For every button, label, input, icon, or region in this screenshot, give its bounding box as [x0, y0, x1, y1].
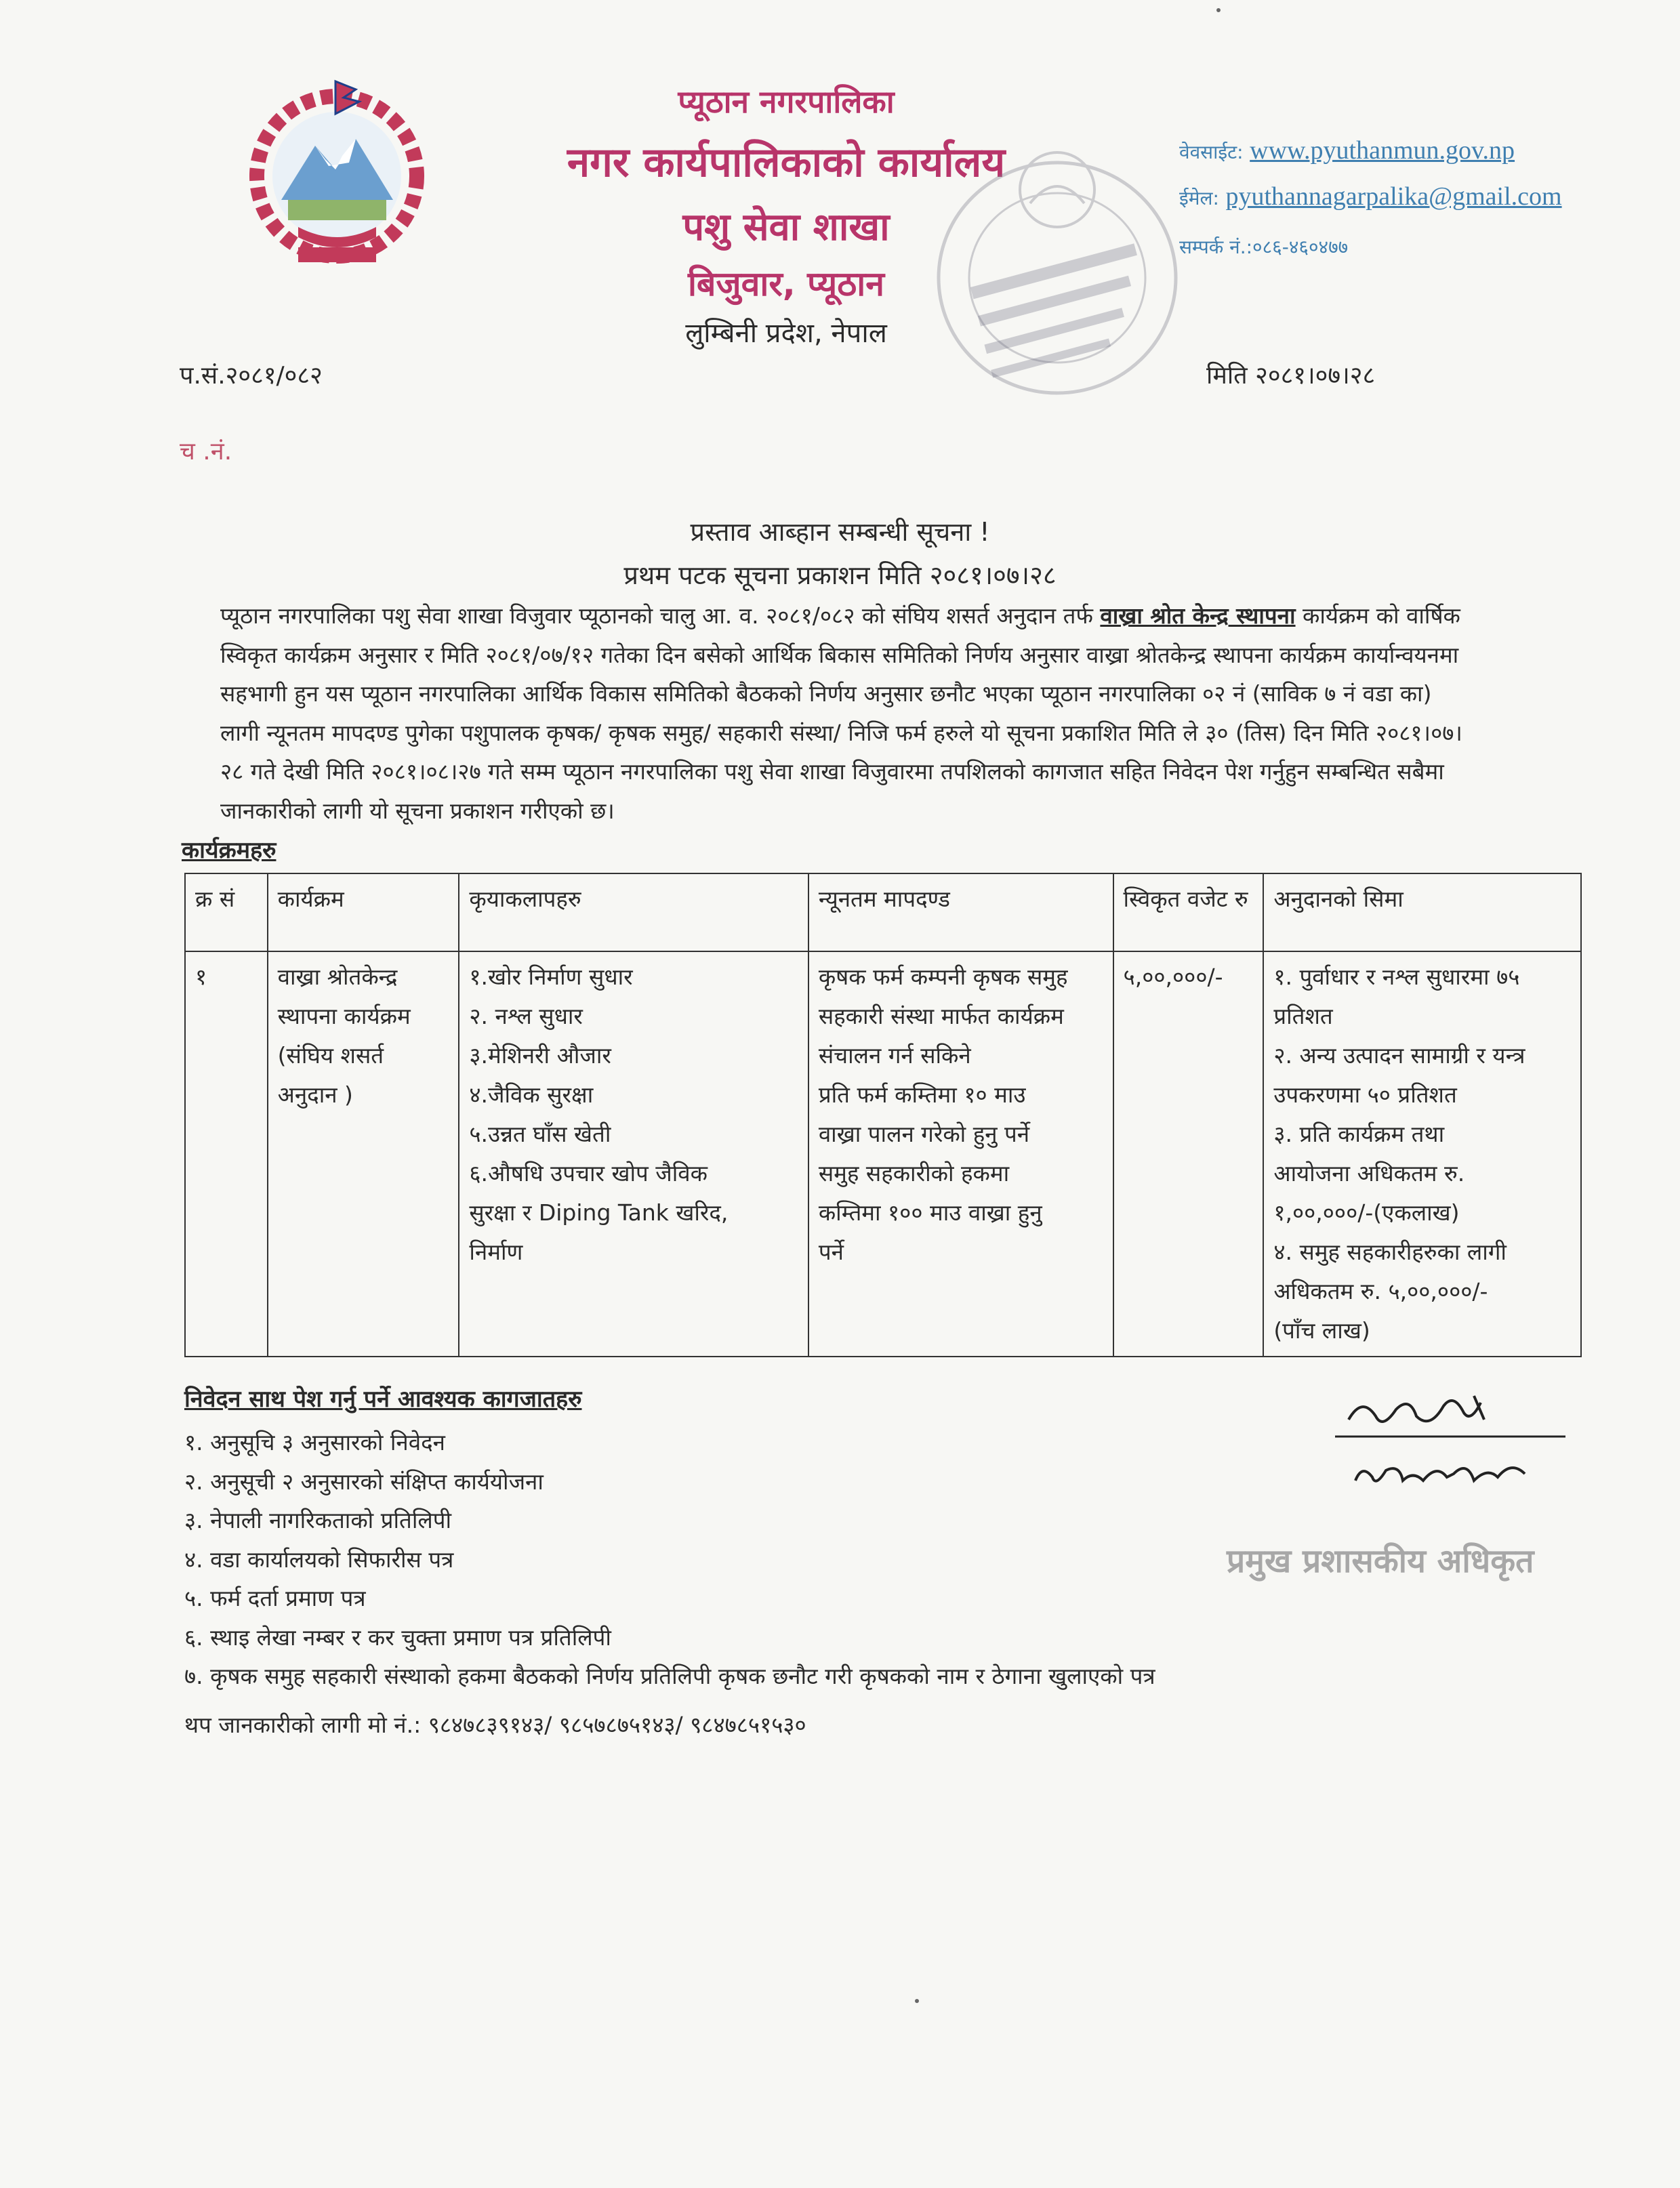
- email-link[interactable]: pyuthannagarpalika@gmail.com: [1225, 182, 1562, 211]
- grant-line: ४. समुह सहकारीहरुका लागी: [1273, 1239, 1507, 1265]
- province-name: लुम्बिनी प्रदेश, नेपाल: [685, 318, 887, 349]
- signer-title-stamp: प्रमुख प्रशासकीय अधिकृत: [1227, 1542, 1534, 1580]
- table-row: [185, 951, 1581, 1357]
- contact-numbers: थप जानकारीको लागी मो नं.: ९८४७८३९१४३/ ९८५७८७५१४३/ ९८४७८५१५३०: [184, 1712, 806, 1738]
- program-line: स्थापना कार्यक्रम: [277, 1003, 411, 1029]
- grant-line: अधिकतम रु. ५,००,०००/-: [1273, 1278, 1488, 1304]
- activity-line: ३.मेशिनरी औजार: [469, 1042, 611, 1069]
- col-header-activities: कृयाकलापहरु: [459, 873, 808, 951]
- list-item: ६. स्थाइ लेखा नम्बर र कर चुक्ता प्रमाण पत्र प्रतिलिपी: [184, 1624, 611, 1651]
- notice-title: प्रस्ताव आब्हान सम्बन्धी सूचना !: [690, 517, 990, 547]
- grant-line: २. अन्य उत्पादन सामाग्री र यन्त्र: [1273, 1042, 1525, 1069]
- documents-list: [184, 1423, 1155, 1696]
- grant-line: प्रतिशत: [1273, 1003, 1333, 1029]
- handwritten-signature: [1335, 1382, 1579, 1504]
- office-seal-stamp: [928, 142, 1186, 407]
- body-text-2: कार्यक्रम को वार्षिक स्विकृत कार्यक्रम अनुसार र मिति २०८१/०७/१२ गतेका दिन बसेको आर्थिक बिकास समितिको निर्णय अनुसार वाख्रा श्रोतकेन्द्र स्थापना कार्यक्रम कार्यान्वयनमा सहभागी हुन यस प्यूठान नगरपालिका आर्थिक विकास समितिको बैठकको निर्णय अनुसार छनौट भएका प्यूठान नगरपालिका ०२ नं (साविक ७ नं वडा का) लागी न्यूनतम मापदण्ड पुगेका पशुपालक कृषक/ कृषक समुह/ सहकारी संस्था/ निजि फर्म हरुले यो सूचना प्रकाशित मिति ले ३० (तिस) दिन मिति २०८१।०७।२८ गते देखी मिति २०८१।०८।२७ गते सम्म प्यूठान नगरपालिका पशु सेवा शाखा विजुवारमा तपशिलको कागजात सहित निवेदन पेश गर्नुहुन सम्बन्धित सबैमा जानकारीको लागी यो सूचना प्रकाशन गरीएको छ।: [220, 602, 1462, 824]
- email-row: [1179, 182, 1562, 211]
- dispatch-number: च .नं.: [180, 438, 232, 466]
- activity-line: १.खोर निर्माण सुधार: [469, 964, 633, 990]
- email-label: ईमेल:: [1179, 187, 1219, 209]
- activity-line: ५.उन्नत घाँस खेती: [469, 1121, 611, 1147]
- activity-line: ६.औषधि उपचार खोप जैविक: [469, 1160, 708, 1186]
- issue-date: मिति २०८१।०७।२८: [1206, 362, 1376, 390]
- criteria-line: वाख्रा पालन गरेको हुनु पर्ने: [818, 1121, 1030, 1147]
- grant-line: (पाँच लाख): [1273, 1317, 1370, 1344]
- activity-line: ४.जैविक सुरक्षा: [469, 1081, 594, 1108]
- program-line: (संघिय शसर्त: [277, 1042, 384, 1069]
- scan-speck: [915, 1999, 919, 2003]
- grant-line: १. पुर्वाधार र नश्ल सुधारमा ७५: [1273, 964, 1520, 990]
- activity-line: सुरक्षा र Diping Tank खरिद,: [469, 1199, 729, 1226]
- cell-program: [268, 951, 459, 1357]
- government-emblem-logo: [234, 75, 441, 274]
- program-line: वाख्रा श्रोतकेन्द्र: [277, 964, 398, 990]
- activity-line: २. नश्ल सुधार: [469, 1003, 583, 1029]
- col-header-criteria: न्यूनतम मापदण्ड: [808, 873, 1113, 951]
- phone-number: सम्पर्क नं.:०८६-४६०४७७: [1179, 236, 1349, 258]
- col-header-budget: स्विकृत वजेट रु: [1113, 873, 1264, 951]
- body-text-1: प्यूठान नगरपालिका पशु सेवा शाखा विजुवार प्यूठानको चालु आ. व. २०८१/०८२ को संघिय शसर्त अनुदान तर्फ: [220, 602, 1101, 629]
- criteria-line: संचालन गर्न सकिने: [818, 1042, 971, 1069]
- col-header-sn: क्र सं: [185, 873, 268, 951]
- cell-criteria: [808, 951, 1113, 1357]
- municipality-name: प्यूठान नगरपालिका: [678, 83, 895, 120]
- programs-heading: कार्यक्रमहरु: [182, 837, 276, 864]
- cell-activities: [459, 951, 808, 1357]
- criteria-line: प्रति फर्म कम्तिमा १० माउ: [818, 1081, 1026, 1108]
- program-line: अनुदान ): [277, 1081, 353, 1108]
- notice-body: [180, 596, 1467, 830]
- list-item: ५. फर्म दर्ता प्रमाण पत्र: [184, 1585, 366, 1611]
- list-item: २. अनुसूची २ अनुसारको संक्षिप्त कार्ययोजना: [184, 1468, 544, 1495]
- website-link[interactable]: www.pyuthanmun.gov.np: [1250, 136, 1515, 165]
- program-table: [184, 873, 1582, 1352]
- notice-subtitle: प्रथम पटक सूचना प्रकाशन मिति २०८१।०७।२८: [623, 560, 1057, 590]
- grant-line: १,००,०००/-(एकलाख): [1273, 1199, 1460, 1226]
- grant-line: आयोजना अधिकतम रु.: [1273, 1160, 1465, 1186]
- criteria-line: सहकारी संस्था मार्फत कार्यक्रम: [818, 1003, 1064, 1029]
- body-highlight: वाख्रा श्रोत केन्द्र स्थापना: [1100, 602, 1296, 629]
- website-label: वेवसाईट:: [1179, 141, 1244, 163]
- criteria-line: कम्तिमा १०० माउ वाख्रा हुनु: [818, 1199, 1042, 1226]
- list-item: ४. वडा कार्यालयको सिफारीस पत्र: [184, 1546, 454, 1573]
- cell-budget: ५,००,०००/-: [1113, 951, 1264, 1357]
- list-item: ७. कृषक समुह सहकारी संस्थाको हकमा बैठकको निर्णय प्रतिलिपी कृषक छनौट गरी कृषकको नाम र ठेगाना खुलाएको पत्र: [184, 1663, 1155, 1689]
- list-item: ३. नेपाली नागरिकताको प्रतिलिपी: [184, 1507, 452, 1533]
- criteria-line: कृषक फर्म कम्पनी कृषक समुह: [818, 964, 1068, 990]
- scan-speck: [1216, 8, 1221, 12]
- grant-line: उपकरणमा ५० प्रतिशत: [1273, 1081, 1457, 1108]
- grant-line: ३. प्रति कार्यक्रम तथा: [1273, 1121, 1445, 1147]
- activity-line: निर्माण: [469, 1239, 523, 1265]
- criteria-line: पर्ने: [818, 1239, 844, 1265]
- section-name: पशु सेवा शाखा: [682, 205, 890, 249]
- reference-number: प.सं.२०८१/०८२: [180, 362, 323, 390]
- documents-heading: निवेदन साथ पेश गर्नु पर्ने आवश्यक कागजातहरु: [184, 1386, 582, 1413]
- list-item: १. अनुसूचि ३ अनुसारको निवेदन: [184, 1429, 445, 1456]
- website-row: [1179, 136, 1515, 165]
- office-name: नगर कार्यपालिकाको कार्यालय: [567, 139, 1006, 186]
- table-header-row: [185, 873, 1581, 951]
- cell-grant-limit: [1263, 951, 1581, 1357]
- col-header-grant-limit: अनुदानको सिमा: [1263, 873, 1581, 951]
- col-header-program: कार्यक्रम: [268, 873, 459, 951]
- office-location: बिजुवार, प्यूठान: [687, 264, 884, 304]
- cell-sn: १: [185, 951, 268, 1357]
- criteria-line: समुह सहकारीको हकमा: [818, 1160, 1010, 1186]
